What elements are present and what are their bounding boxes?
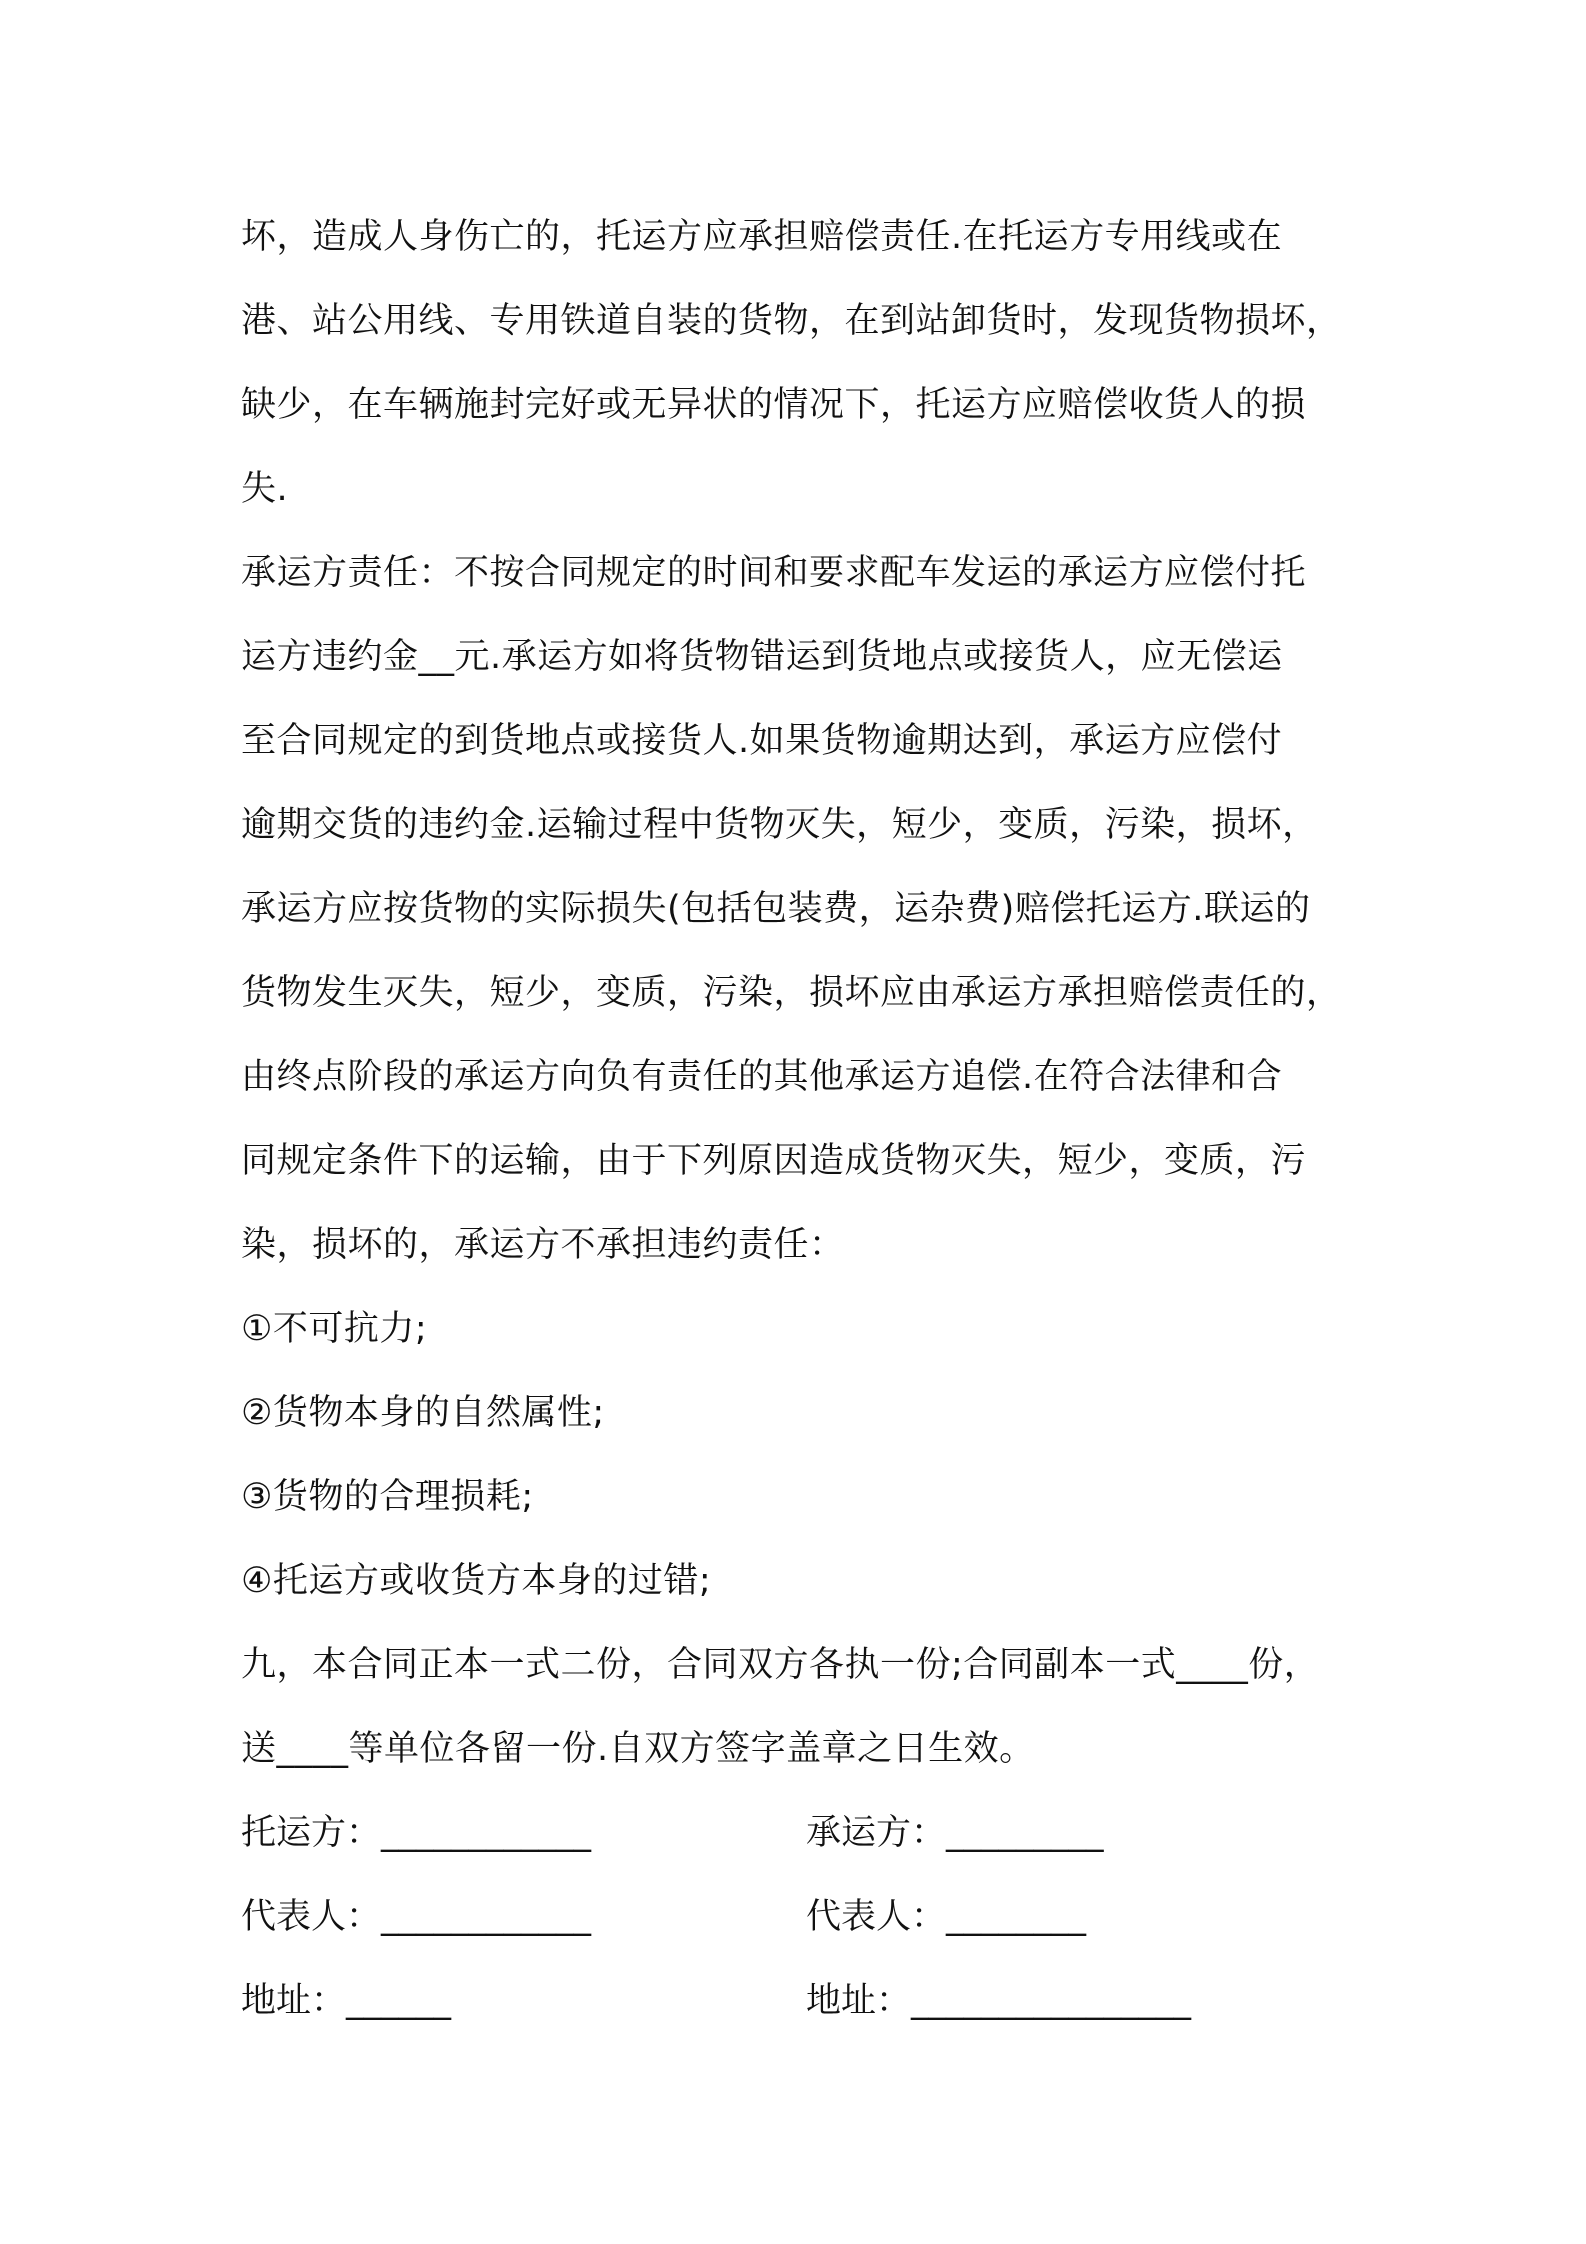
list-item: ④托运方或收货方本身的过错;: [241, 1561, 712, 1601]
signature-row: [241, 1875, 1361, 1959]
text-line: 逾期交货的违约金.运输过程中货物灭失，短少，变质，污染，损坏，: [241, 805, 1318, 845]
text-line: 坏，造成人身伤亡的，托运方应承担赔偿责任.在托运方专用线或在: [241, 217, 1283, 257]
list-item: ①不可抗力;: [241, 1309, 428, 1349]
shipper-address-field: 地址：______: [241, 1981, 452, 2021]
text-line: 染，损坏的，承运方不承担违约责任：: [241, 1225, 845, 1265]
text-line: 由终点阶段的承运方向负有责任的其他承运方追偿.在符合法律和合: [241, 1057, 1283, 1097]
text-line: 九，本合同正本一式二份，合同双方各执一份;合同副本一式____份，: [241, 1645, 1320, 1685]
text-line: 货物发生灭失，短少，变质，污染，损坏应由承运方承担赔偿责任的，: [241, 973, 1342, 1013]
carrier-representative-field: 代表人：________: [806, 1897, 1087, 1937]
carrier-signature-field: 承运方：_________: [806, 1813, 1104, 1853]
text-line: 承运方责任：不按合同规定的时间和要求配车发运的承运方应偿付托: [241, 553, 1307, 593]
text-line: 港、站公用线、专用铁道自装的货物，在到站卸货时，发现货物损坏，: [241, 301, 1342, 341]
shipper-representative-field: 代表人：____________: [241, 1897, 592, 1937]
text-line: 送____等单位各留一份.自双方签字盖章之日生效。: [241, 1729, 1035, 1769]
signature-row: [241, 1959, 1361, 2043]
text-line: 至合同规定的到货地点或接货人.如果货物逾期达到，承运方应偿付: [241, 721, 1283, 761]
list-item: ②货物本身的自然属性;: [241, 1393, 605, 1433]
shipper-signature-field: 托运方：____________: [241, 1813, 592, 1853]
carrier-address-field: 地址：________________: [806, 1981, 1192, 2021]
signature-row: [241, 1791, 1361, 1875]
text-line: 缺少，在车辆施封完好或无异状的情况下，托运方应赔偿收货人的损: [241, 385, 1307, 425]
list-item: ③货物的合理损耗;: [241, 1477, 534, 1517]
text-line: 失.: [241, 469, 289, 509]
text-line: 承运方应按货物的实际损失(包括包装费，运杂费)赔偿托运方.联运的: [241, 889, 1311, 929]
contract-body: [241, 195, 1361, 2043]
text-line: 同规定条件下的运输，由于下列原因造成货物灭失，短少，变质，污: [241, 1141, 1307, 1181]
text-line: 运方违约金__元.承运方如将货物错运到货地点或接货人，应无偿运: [241, 637, 1283, 677]
